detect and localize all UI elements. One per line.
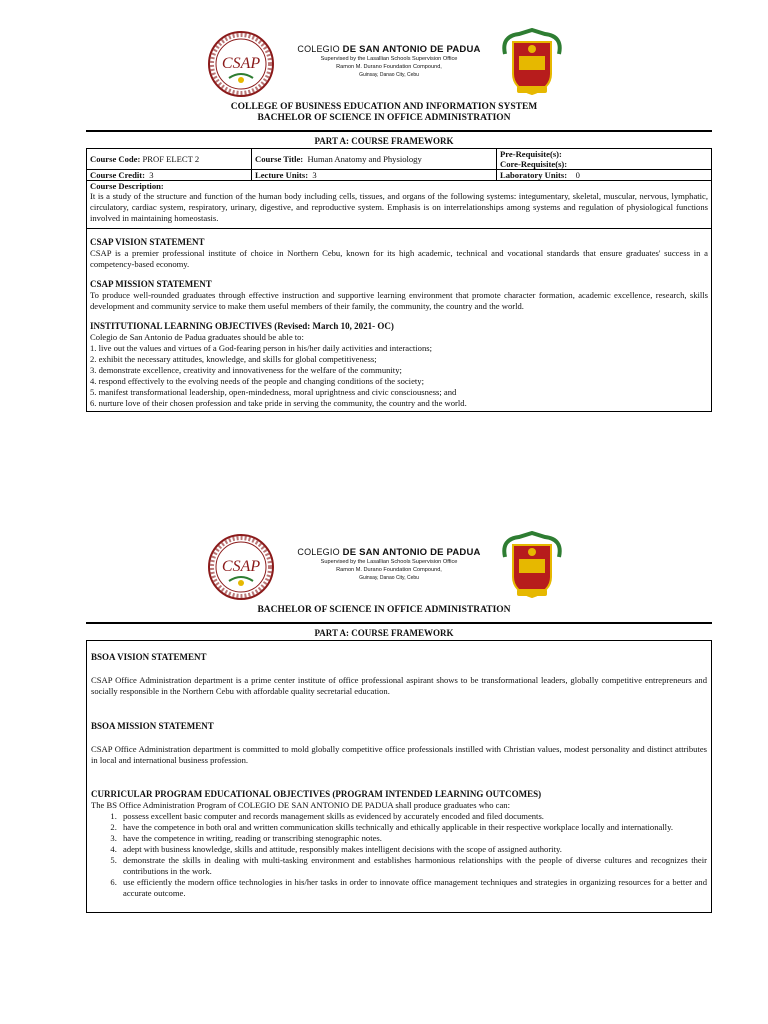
peo-item: 4. adept with business knowledge, skills and attitude, responsibly makes intelligent decisions with the scope of assigned authority. bbox=[119, 844, 707, 855]
ilo-item: 3. demonstrate excellence, creativity and innovativeness for the welfare of the community; bbox=[90, 365, 402, 375]
lecture-units-cell: Lecture Units: 3 bbox=[252, 170, 497, 181]
course-code-cell: Course Code: PROF ELECT 2 bbox=[87, 149, 252, 170]
bsoa-vision-text: CSAP Office Administration department is a prime center institute of office professional aspirant shows to be transformational leaders, globally competitive entrepreneurs and socially responsible in the Northern Cebu with affordable quality secretarial education. bbox=[91, 675, 707, 696]
department-crest-logo bbox=[499, 28, 565, 100]
ilo-item: 5. manifest transformational leadership, open-mindedness, moral uprightness and civic consciousness; and bbox=[90, 387, 457, 397]
bsoa-vision-heading: BSOA VISION STATEMENT bbox=[91, 652, 207, 662]
college-title: COLLEGE OF BUSINESS EDUCATION AND INFORMATION SYSTEM bbox=[230, 102, 538, 112]
program-title: BACHELOR OF SCIENCE IN OFFICE ADMINISTRATION bbox=[257, 605, 511, 615]
school-name-prefix: COLEGIO bbox=[297, 44, 340, 54]
supervision-line: Supervised by the Lasallian Schools Supervision Office bbox=[320, 56, 458, 62]
divider bbox=[86, 622, 712, 624]
peo-item: 6. use efficiently the modern office technologies in his/her tasks in order to innovate office management techniques and strategies in organizing resources for a better and accurate outcome. bbox=[119, 877, 707, 899]
school-name: DE SAN ANTONIO DE PADUA bbox=[342, 44, 481, 55]
prerequisite-cell: Pre-Requisite(s): Core-Requisite(s): bbox=[497, 149, 712, 170]
address-line-2: Guinsay, Danao City, Cebu bbox=[359, 575, 419, 581]
ilo-item: 6. nurture love of their chosen profession and take pride in serving the community, the country and the world. bbox=[90, 398, 467, 408]
peo-intro: The BS Office Administration Program of COLEGIO DE SAN ANTONIO DE PADUA shall produce graduates who can: bbox=[91, 800, 510, 810]
peo-item: 1. possess excellent basic computer and records management skills as evidenced by accurately encoded and filed documents. bbox=[119, 811, 707, 822]
peo-item: 3. have the competence in writing, reading or transcribing stenographic notes. bbox=[119, 833, 707, 844]
ilo-intro: Colegio de San Antonio de Padua graduates should be able to: bbox=[90, 332, 304, 342]
ilo-heading: INSTITUTIONAL LEARNING OBJECTIVES (Revised: March 10, 2021- OC) bbox=[90, 321, 394, 331]
school-seal-logo bbox=[207, 533, 275, 601]
program-title: BACHELOR OF SCIENCE IN OFFICE ADMINISTRATION bbox=[257, 113, 511, 123]
lab-units-cell: Laboratory Units: 0 bbox=[497, 170, 712, 181]
school-seal-logo bbox=[207, 30, 275, 98]
course-credit-cell: Course Credit: 3 bbox=[87, 170, 252, 181]
address-line-1: Ramon M. Durano Foundation Compound, bbox=[336, 64, 442, 70]
school-name: DE SAN ANTONIO DE PADUA bbox=[342, 547, 481, 558]
csap-mission-heading: CSAP MISSION STATEMENT bbox=[90, 279, 212, 289]
bsoa-mission-heading: BSOA MISSION STATEMENT bbox=[91, 721, 214, 731]
svg-text:CSAP: CSAP bbox=[221, 558, 261, 575]
school-name-prefix: COLEGIO bbox=[297, 547, 340, 557]
peo-heading: CURRICULAR PROGRAM EDUCATIONAL OBJECTIVES (PROGRAM INTENDED LEARNING OUTCOMES) bbox=[91, 789, 542, 799]
peo-list bbox=[91, 811, 707, 899]
supervision-line: Supervised by the Lasallian Schools Supervision Office bbox=[320, 559, 458, 565]
address-line-2: Guinsay, Danao City, Cebu bbox=[359, 72, 419, 78]
letterhead-2 bbox=[207, 533, 567, 615]
ilo-item: 1. live out the values and virtues of a God-fearing person in his/her daily activities and interactions; bbox=[90, 343, 432, 353]
part-a-heading: PART A: COURSE FRAMEWORK bbox=[314, 136, 454, 146]
peo-item: 5. demonstrate the skills in dealing with multi-tasking environment and establishes harmonious relationships with the people of diverse cultures and recognizes their contributions in the work. bbox=[119, 855, 707, 877]
peo-item: 2. have the competence in both oral and written communication skills technically and ethically applicable in their respective workplace locally and internationally. bbox=[119, 822, 707, 833]
ilo-item: 4. respond effectively to the evolving needs of the people and changing conditions of the society; bbox=[90, 376, 424, 386]
bsoa-mission-text: CSAP Office Administration department is committed to mold globally competitive office professionals instilled with Christian values, modest personality and distinct attributes in local and international business profession. bbox=[91, 744, 707, 765]
program-statements-box bbox=[86, 640, 712, 913]
course-info-table bbox=[86, 148, 712, 412]
csap-mission-text: To produce well-rounded graduates through effective instruction and supportive learning environment that promote character formation, academic excellence, research, skills development and community service to make them useful members of their family, the community, the country and the world. bbox=[90, 290, 708, 311]
ilo-item: 2. exhibit the necessary attitudes, knowledge, and skills for global competitiveness; bbox=[90, 354, 377, 364]
svg-text:CSAP: CSAP bbox=[221, 55, 261, 72]
csap-vision-heading: CSAP VISION STATEMENT bbox=[90, 237, 205, 247]
department-crest-logo bbox=[499, 531, 565, 603]
divider bbox=[86, 130, 712, 132]
course-description-cell: Course Description: It is a study of the structure and function of the human body including cells, tissues, and organs of the following systems: integumentary, skeletal, muscular, nervous, lymphatic, circulatory, cardiac system, respiratory, urinary, digestive, and reproductive system. Emphasis is on interrelationships among systems and regulation of physiological functions involved in maintaining homeostasis. bbox=[87, 181, 712, 229]
institution-statements-cell bbox=[87, 229, 712, 412]
csap-vision-text: CSAP is a premier professional institute of choice in Northern Cebu, known for its high academic, technical and vocational standards that ensure graduates' success in a competency-based economy. bbox=[90, 248, 708, 269]
letterhead-1 bbox=[207, 30, 567, 112]
address-line-1: Ramon M. Durano Foundation Compound, bbox=[336, 567, 442, 573]
part-a-heading: PART A: COURSE FRAMEWORK bbox=[314, 628, 454, 638]
course-title-cell: Course Title: Human Anatomy and Physiology bbox=[252, 149, 497, 170]
